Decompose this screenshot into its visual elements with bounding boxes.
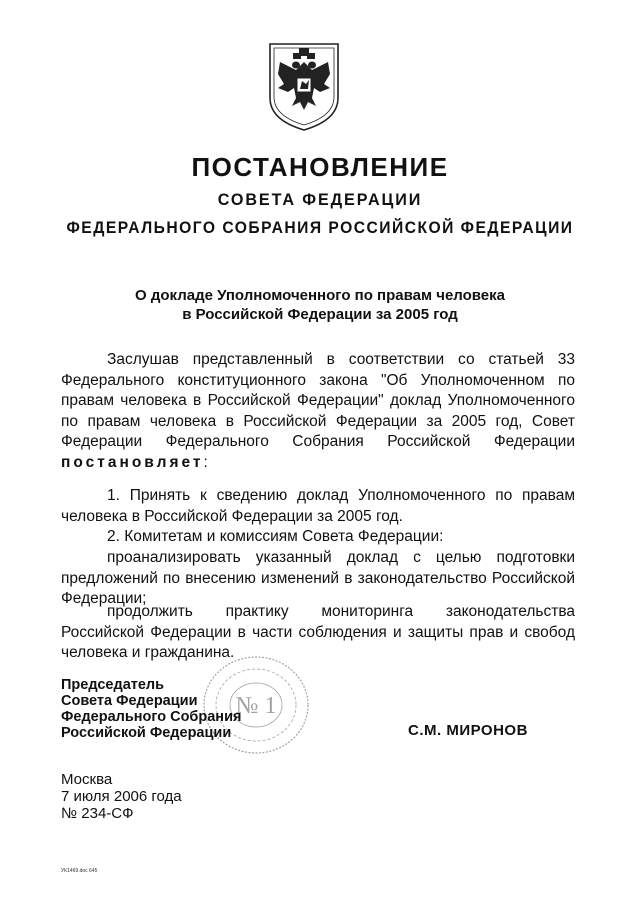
item-2-paragraph bbox=[61, 527, 575, 548]
preamble-paragraph bbox=[61, 350, 575, 473]
signatory-name: С.М. МИРОНОВ bbox=[408, 722, 528, 739]
item-2b-text: продолжить практику мониторинга законодательства Российской Федерации в части соблюдения и защиты прав и свобод человека и гражданина. bbox=[61, 603, 575, 661]
issuer-line-2: ФЕДЕРАЛЬНОГО СОБРАНИЯ РОССИЙСКОЙ ФЕДЕРАЦИИ bbox=[66, 218, 574, 237]
city: Москва bbox=[61, 771, 113, 788]
position-line-2: Совета Федерации bbox=[61, 693, 198, 709]
document-type-title: ПОСТАНОВЛЕНИЕ bbox=[191, 152, 449, 182]
preamble-text: Заслушав представленный в соответствии со статьей 33 Федерального конституционного закона "Об Уполномоченном по правам человека в Российской Федерации" доклад Уполномоченного по правам человека в Российской Федерации за 2005 год, Совет Федерации Федерального Собрания Российской Федерации bbox=[61, 351, 575, 450]
position-line-4: Российской Федерации bbox=[61, 725, 232, 741]
signatory-position bbox=[61, 677, 241, 741]
coat-of-arms-icon bbox=[266, 40, 342, 132]
item-2a-paragraph bbox=[61, 548, 575, 610]
document-number: № 234-СФ bbox=[61, 805, 134, 822]
resolves-word: постановляет bbox=[61, 453, 204, 471]
item-2-text: 2. Комитетам и комиссиям Совета Федерации: bbox=[107, 528, 444, 545]
issuer-line-1: СОВЕТА ФЕДЕРАЦИИ bbox=[217, 190, 423, 209]
position-line-1: Председатель bbox=[61, 677, 165, 693]
item-1-paragraph bbox=[61, 486, 575, 527]
item-2a-text: проанализировать указанный доклад с целью подготовки предложений по внесению изменений в законодательство Российской Федерации; bbox=[61, 549, 575, 607]
place-and-date bbox=[61, 771, 182, 822]
document-subject bbox=[0, 286, 640, 324]
item-1-text: 1. Принять к сведению доклад Уполномоченного по правам человека в Российской Федерации за 2005 год. bbox=[61, 487, 575, 525]
position-line-3: Федерального Собрания bbox=[61, 709, 242, 725]
resolves-colon: : bbox=[203, 453, 208, 471]
footer-code: УК1469.doc 645 bbox=[61, 868, 98, 874]
subject-line-1: О докладе Уполномоченного по правам человека bbox=[134, 287, 506, 304]
date: 7 июля 2006 года bbox=[61, 788, 182, 805]
subject-line-2: в Российской Федерации за 2005 год bbox=[182, 306, 458, 323]
stamp-number: № 1 bbox=[235, 693, 277, 719]
